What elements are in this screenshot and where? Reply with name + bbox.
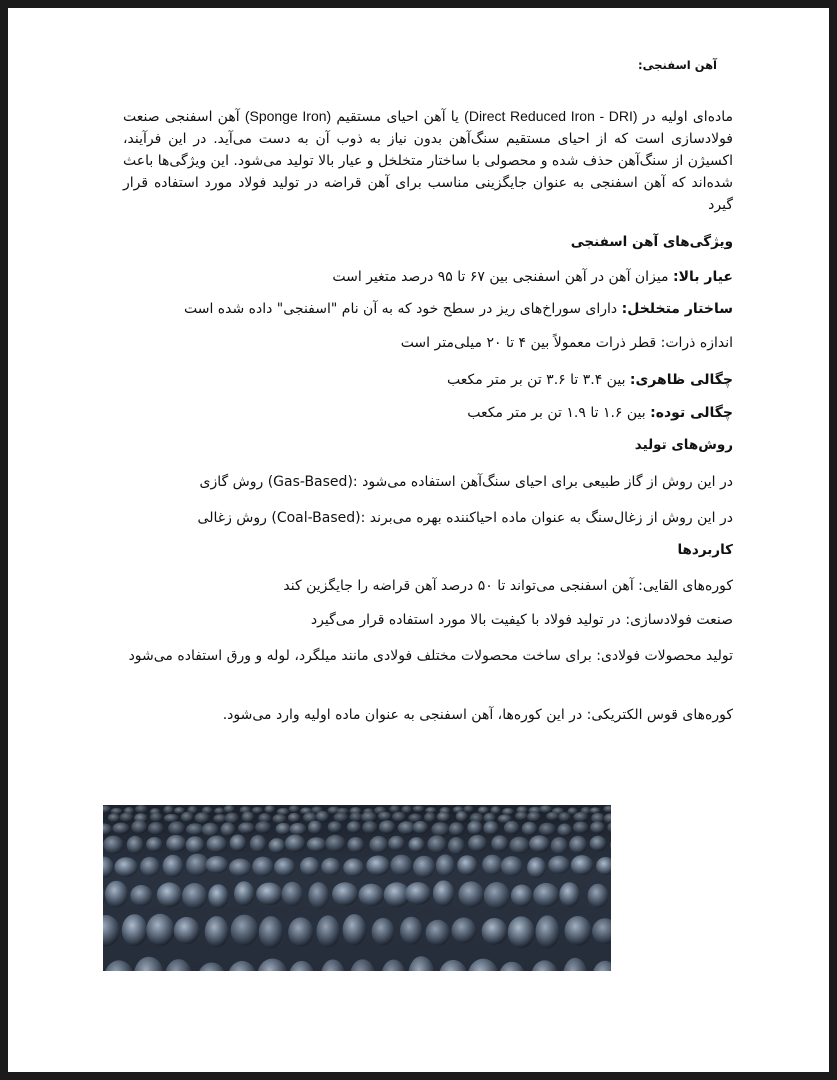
sponge-iron-pellets-photo xyxy=(103,805,611,971)
document-page xyxy=(8,8,829,1072)
application-induction-furnaces: کوره‌های القایی: آهن اسفنجی می‌تواند تا ۵۰ درصد آهن قراضه را جایگزین کند xyxy=(283,578,733,594)
intro-sponge-term: (Sponge Iron) xyxy=(244,108,332,124)
feature-apparent-density-text: بین ۳.۴ تا ۳.۶ تن بر متر مکعب xyxy=(447,372,626,388)
features-heading: ویژگی‌های آهن اسفنجی xyxy=(570,234,733,250)
application-steelmaking: صنعت فولادسازی: در تولید فولاد با کیفیت بالا مورد استفاده قرار می‌گیرد xyxy=(310,612,733,628)
feature-bulk-density-text: بین ۱.۶ تا ۱.۹ تن بر متر مکعب xyxy=(467,405,646,421)
methods-heading: روش‌های تولید xyxy=(634,437,733,453)
feature-apparent-density-label: چگالی ظاهری: xyxy=(629,372,733,388)
feature-structure-label: ساختار متخلخل: xyxy=(621,301,733,317)
pellet-texture xyxy=(103,805,611,971)
feature-bulk-density-label: چگالی توده: xyxy=(650,405,733,421)
intro-dri-term: (Direct Reduced Iron - DRI) xyxy=(464,108,638,124)
intro-part-2: یا آهن احیای مستقیم xyxy=(336,109,459,125)
feature-structure-text: دارای سوراخ‌های ریز در سطح خود که به آن نام "اسفنجی" داده شده است xyxy=(183,301,618,317)
feature-structure xyxy=(184,298,733,320)
feature-grade-label: عیار بالا: xyxy=(672,269,733,285)
feature-bulk-density xyxy=(467,402,733,424)
method-coal-name: :(Coal-Based) روش زغالی xyxy=(197,510,366,526)
method-coal xyxy=(198,507,733,529)
feature-apparent-density xyxy=(447,369,733,391)
method-gas-text: در این روش از گاز طبیعی برای احیای سنگ‌آهن استفاده می‌شود xyxy=(362,474,733,490)
intro-part-3: آهن اسفنجی صنعت فولادسازی است که از احیای مستقیم سنگ‌آهن بدون نیاز به ذوب آن به دست می‌آید. در این فرآیند، اکسیژن از سنگ‌آهن حذف شده و محصولی با ساختار متخلخل و عیار بالا تولید می‌شود. این ویژگی‌ها باعث شده‌اند که آهن اسفنجی به عنوان جایگزینی مناسب برای آهن قراضه در تولید فولاد مورد استفاده قرار گیرد xyxy=(123,109,733,213)
method-gas xyxy=(200,471,733,493)
feature-size: اندازه ذرات: قطر ذرات معمولاً بین ۴ تا ۲۰ میلی‌متر است xyxy=(400,335,733,351)
intro-paragraph xyxy=(123,105,733,216)
feature-grade-text: میزان آهن در آهن اسفنجی بین ۶۷ تا ۹۵ درصد متغیر است xyxy=(332,269,669,285)
application-steel-products: تولید محصولات فولادی: برای ساخت محصولات مختلف فولادی مانند میلگرد، لوله و ورق استفاده می‌شود xyxy=(128,648,733,664)
applications-heading: کاربردها xyxy=(677,542,733,558)
method-coal-text: در این روش از زغال‌سنگ به عنوان ماده احیاکننده بهره می‌برند xyxy=(369,510,733,526)
application-electric-arc: کوره‌های قوس الکتریکی: در این کوره‌ها، آهن اسفنجی به عنوان ماده اولیه وارد می‌شود. xyxy=(222,707,733,723)
method-gas-name: :(Gas-Based) روش گازی xyxy=(199,474,358,490)
feature-grade xyxy=(332,266,733,288)
intro-part-1: ماده‌ای اولیه در xyxy=(642,109,734,125)
document-title: آهن اسفنجی: xyxy=(637,58,717,72)
